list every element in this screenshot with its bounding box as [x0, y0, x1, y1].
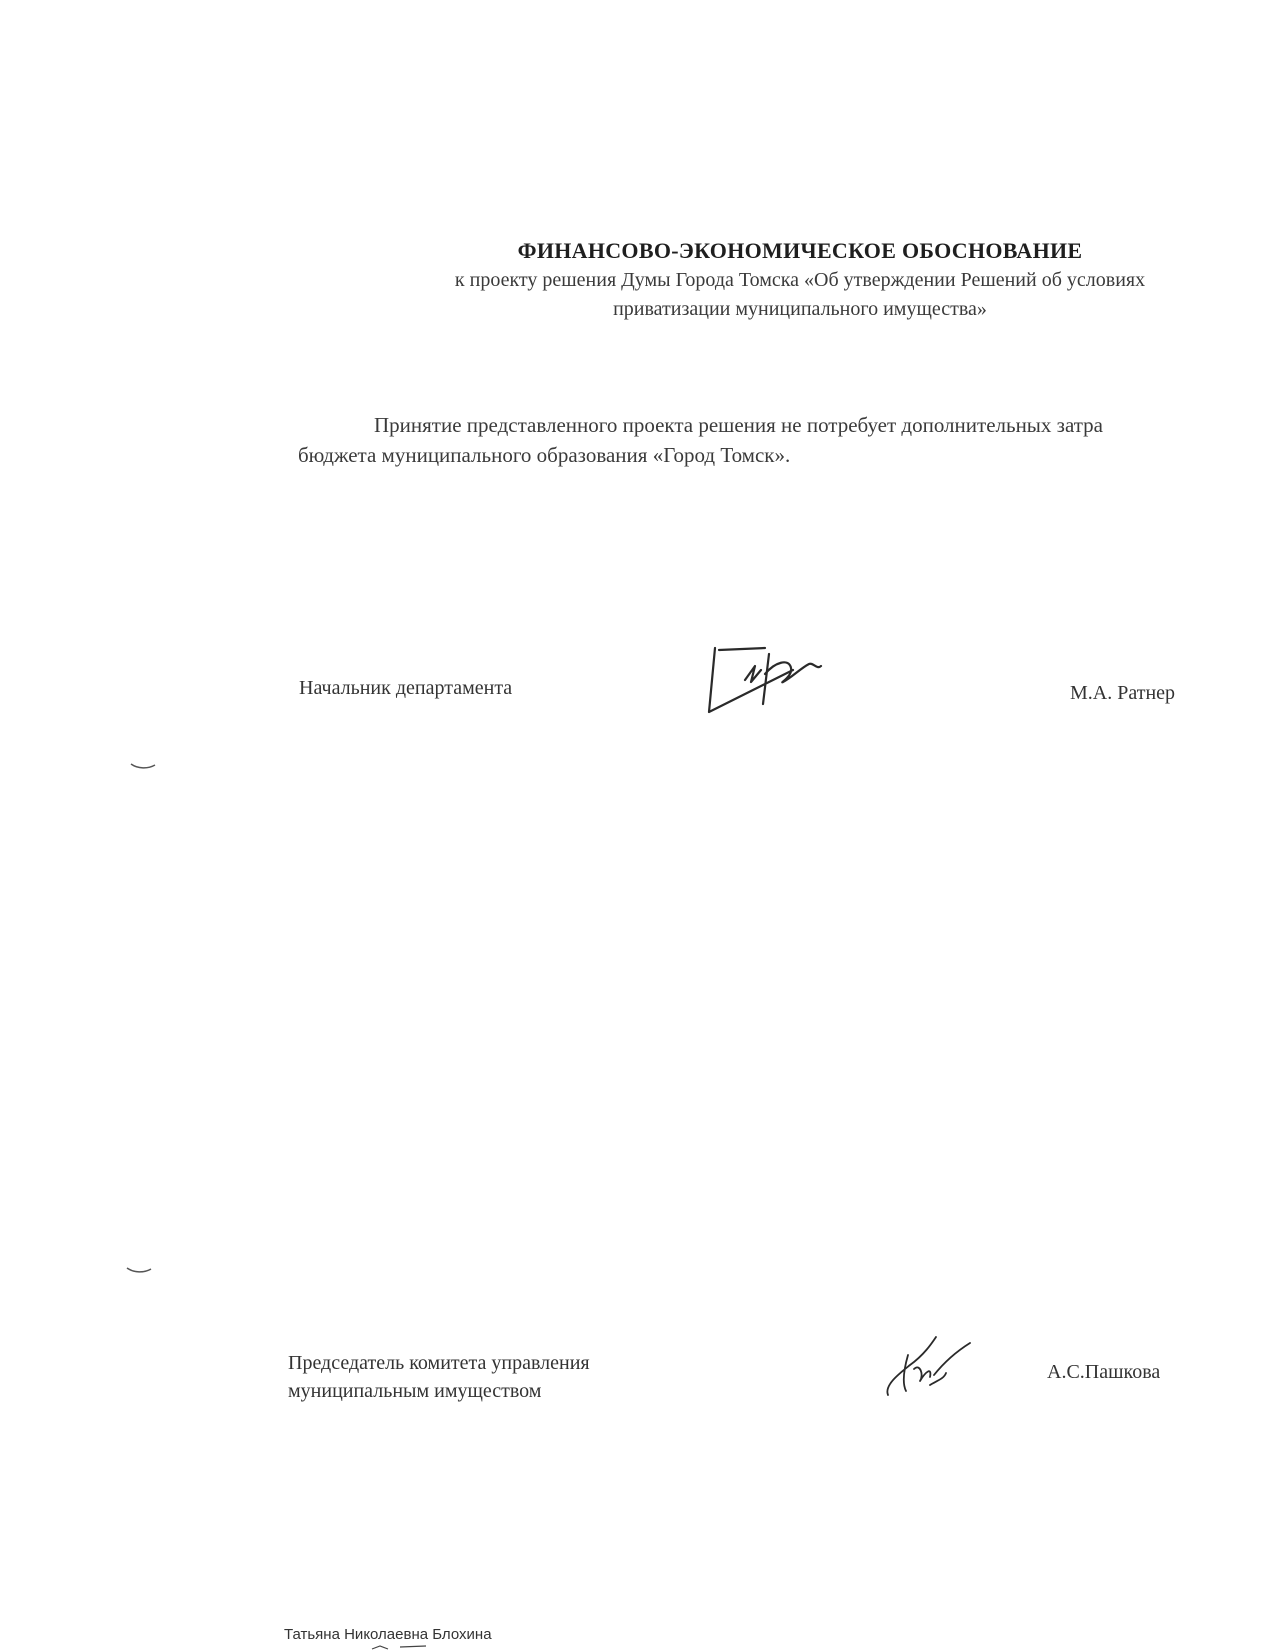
signature-1-image	[705, 640, 885, 720]
body-line-1: Принятие представленного проекта решения не потребует дополнительных затра	[374, 413, 1103, 437]
body-line-2: бюджета муниципального образования «Город Томск».	[298, 443, 791, 467]
document-title: ФИНАНСОВО-ЭКОНОМИЧЕСКОЕ ОБОСНОВАНИЕ	[517, 238, 1083, 263]
signatory-2-position-line-2: муниципальным имуществом	[288, 1380, 542, 1402]
signatory-2-position-line-1: Председатель комитета управления	[288, 1352, 590, 1374]
title-block	[330, 236, 1270, 324]
punch-hole-mark-icon	[126, 1266, 152, 1274]
signature-2-image	[880, 1325, 1000, 1405]
document-subtitle-line-1: к проекту решения Думы Города Томска «Об утверждении Решений об условиях	[454, 269, 1146, 291]
signatory-2-position	[288, 1349, 590, 1405]
signatory-2-name: А.С.Пашкова	[1047, 1361, 1161, 1383]
signatory-1-position: Начальник департамента	[299, 677, 513, 699]
executor-name: Татьяна Николаевна Блохина	[284, 1626, 492, 1643]
footer-scribble-icon	[370, 1644, 430, 1650]
signatory-1-name: М.А. Ратнер	[1070, 682, 1176, 704]
body-paragraph	[298, 410, 1275, 470]
punch-hole-mark-icon	[130, 762, 156, 770]
document-subtitle-line-2: приватизации муниципального имущества»	[613, 298, 987, 320]
